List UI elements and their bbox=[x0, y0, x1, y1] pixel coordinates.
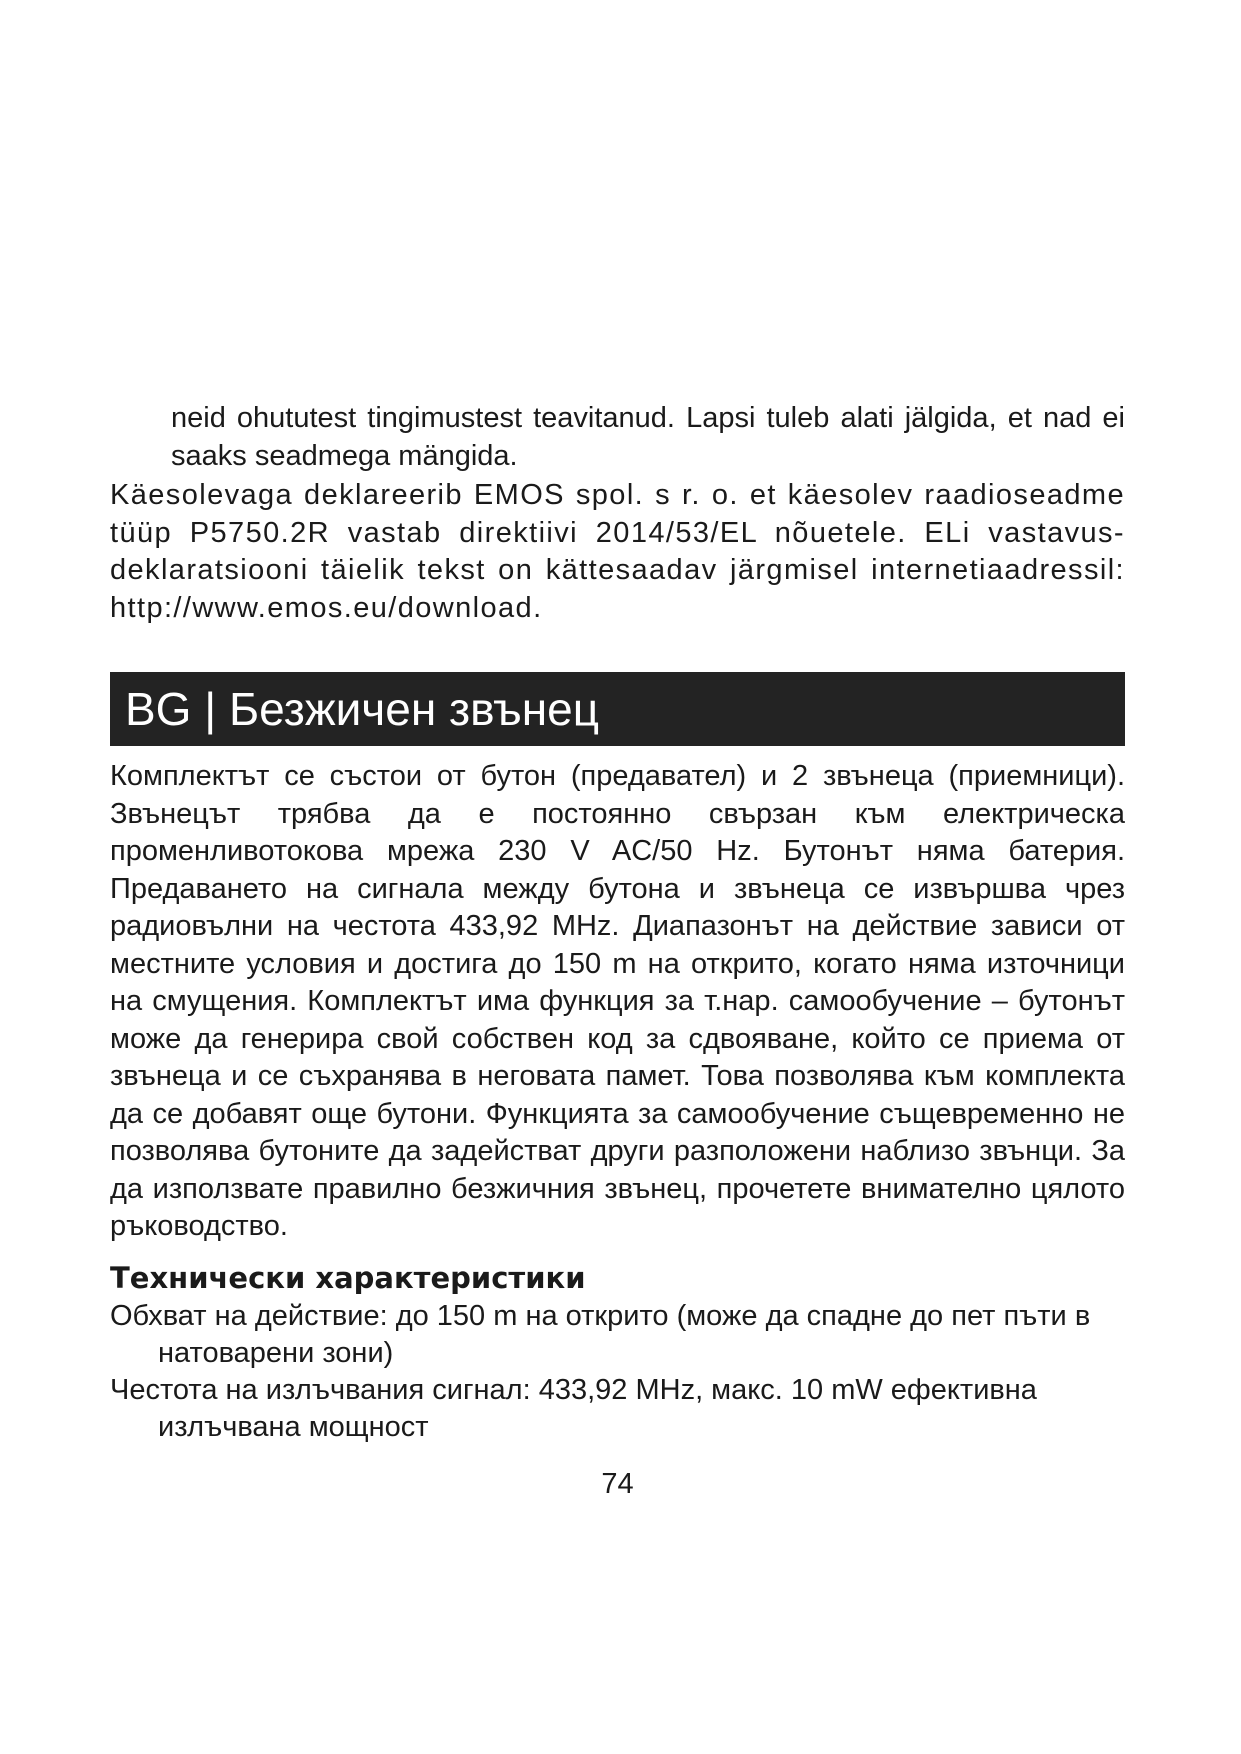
spec-item: Обхват на действие: до 150 m на открито (може да спадне до пет пъти в натоварени зони) bbox=[110, 1299, 1091, 1369]
bulgarian-intro-text: Комплектът се състои от бутон (предавател) и 2 звънеца (приемници). Звънецът трябва да е постоянно свързан към електрическа променливотокова мрежа 230 V AC/50 Hz. Бутонът няма батерия. Предаването на сигнала между бутона и звънеца се извършва чрез радиовълни на честота 433,92 MHz. Диапазонът на действие зависи от местните условия и достига до 150 m на открито, когато няма източници на смущения. Комплектът има функция за т.нар. самообучение – бутонът може да генерира свой собствен код за сдвояване, който се приема от звънеца и се съхранява в неговата памет. Това позволява към комплекта да се добавят още бутони. Функцията за самообучение същевременно не позволява бутоните да задействат други разположени наблизо звънци. За да използвате правилно безжичния звънец, прочетете внимателно цялото ръководство. bbox=[110, 760, 1125, 1242]
estonian-warning-text: neid ohututest tingimustest teavitanud. Lapsi tuleb alati jälgida, et nad ei saaks seadmega mängida. bbox=[171, 402, 1125, 472]
manual-page bbox=[110, 400, 1125, 1501]
section-title: BG | Безжичен звънец bbox=[125, 683, 600, 735]
section-header bbox=[110, 672, 1125, 746]
estonian-declaration-text: Käesolevaga deklareerib EMOS spol. s r. o. et käesolev raadioseadme tüüp P5750.2R vastab direktiivi 2014/53/EL nõuetele. ELi vastavus-deklaratsiooni täielik tekst on kättesaadav järgmisel internetiaadressil: http://www.emos.eu/download. bbox=[110, 479, 1125, 624]
page-number: 74 bbox=[601, 1467, 634, 1500]
specs-heading: Технически характеристики bbox=[110, 1260, 586, 1295]
spec-item: Честота на излъчвания сигнал: 433,92 MHz, макс. 10 mW ефективна излъчвана мощност bbox=[110, 1373, 1037, 1443]
